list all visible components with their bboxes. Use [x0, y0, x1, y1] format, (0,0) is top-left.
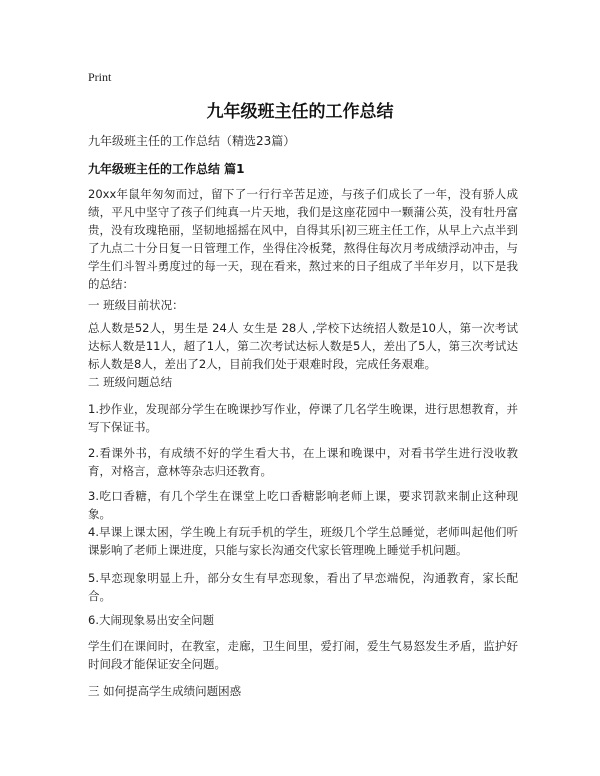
class-status-paragraph: 总人数是52人，男生是 24人 女生是 28人 ,学校下达统招人数是10人，第一次考试达标人数是11人，超了1人，第二次考试达标人数是5人，差出了5人，第三次考试达标人数是8人，差出了2人，目前我们处于艰难时段，完成任务艰难。: [88, 321, 518, 371]
problem-extracurricular-books: 2.看课外书，有成绩不好的学生看大书，在上课和晚课中，对看书学生进行没收教育，对格言，意林等杂志归还教育。: [88, 446, 518, 478]
improve-grades-heading: 三 如何提高学生成绩问题困惑: [88, 684, 242, 698]
safety-issue-heading: 6.大闹现象易出安全问题: [88, 613, 214, 627]
section-heading: 九年级班主任的工作总结 篇1: [88, 162, 245, 176]
problem-early-romance: 5.早恋现象明显上升，部分女生有早恋现象，看出了早恋端倪，沟通教育，家长配合。: [88, 571, 518, 603]
intro-paragraph: 20xx年鼠年匆匆而过，留下了一行行辛苦足迹，与孩子们成长了一年，没有骄人成绩，平凡中坚守了孩子们纯真一片天地，我们是这座花园中一颗蒲公英，没有牡丹富贵，没有玫瑰艳丽，坚韧地摇摇在风中，自得其乐|初三班主任工作，从早上六点半到了九点二十分日复一日管理工作，坐得住冷板凳，熬得住每次月考成绩浮动冲击，与学生们斗智斗勇度过的每一天，现在看来，熬过来的日子组成了半年岁月，以下是我的总结：: [88, 187, 518, 291]
problem-sleepy-class: 4.早课上课太困，学生晚上有玩手机的学生，班级几个学生总睡觉，老师叫起他们听课影响了老师上课进度，只能与家长沟通交代家长管理晚上睡觉手机问题。: [88, 525, 518, 557]
class-status-heading: 一 班级目前状况：: [88, 298, 184, 312]
class-problems-heading: 二 班级问题总结: [88, 375, 173, 389]
print-link[interactable]: Print: [88, 70, 112, 84]
problem-chewing-gum: 3.吃口香糖，有几个学生在课堂上吃口香糖影响老师上课，要求罚款来制止这种现象。: [88, 489, 518, 521]
document-subtitle: 九年级班主任的工作总结（精选23篇）: [88, 134, 296, 148]
safety-issue-paragraph: 学生们在课间时，在教室，走廊，卫生间里，爱打闹，爱生气易怒发生矛盾，监护好时间段才能保证安全问题。: [88, 639, 518, 671]
page-title: 九年级班主任的工作总结: [206, 102, 394, 122]
problem-copying-homework: 1.抄作业，发现部分学生在晚课抄写作业，停课了几名学生晚课，进行思想教育，并写下保证书。: [88, 402, 518, 434]
